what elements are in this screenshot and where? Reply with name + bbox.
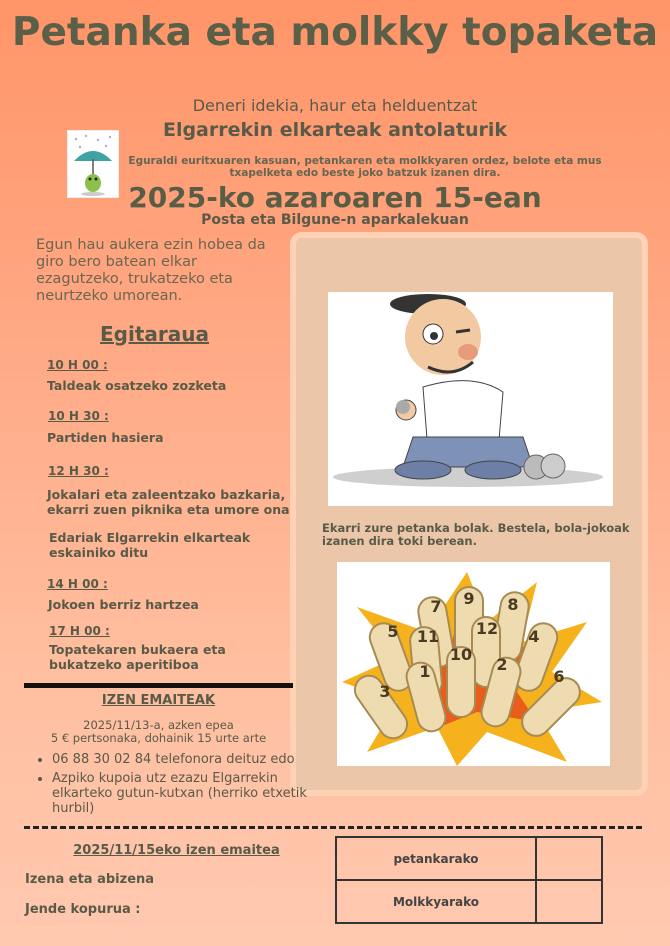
registration-price: 5 € pertsonaka, dohainik 15 urte arte	[50, 731, 267, 745]
event-place: Posta eta Bilgune-n aparkalekuan	[201, 212, 469, 228]
list-item: • Azpiko kupoia utz ezazu Elgarrekin elkarteko gutun-kutxan (herriko etxetik hurbil)	[52, 771, 314, 816]
program-title: Egitaraua	[100, 322, 209, 346]
count-field-label: Jende kopurua :	[25, 902, 141, 917]
program-time: 10 H 00 :	[47, 358, 108, 372]
page-title: Petanka eta molkky topaketa	[11, 10, 659, 55]
registration-methods	[32, 752, 314, 820]
list-item: • 06 88 30 02 84 telefonora deituz edo	[52, 752, 314, 767]
molkky-pin-number: 9	[463, 589, 475, 608]
program-activity: Jokalari eta zaleentzako bazkaria, ekarri zuen piknika eta umore ona	[47, 487, 290, 517]
molkky-pin-number: 12	[475, 619, 499, 638]
game-choice-table	[335, 836, 603, 924]
registration-title: IZEN EMAITEAK	[101, 693, 216, 708]
program-activity: Jokoen berriz hartzea	[48, 597, 199, 612]
cut-line	[24, 826, 642, 829]
program-time: 14 H 00 :	[47, 577, 108, 591]
registration-info	[24, 719, 293, 745]
section-divider	[24, 683, 293, 688]
organizer-line: Elgarrekin elkarteak antolaturik	[162, 119, 508, 141]
molkky-pin-number: 7	[430, 597, 442, 616]
molkky-pin-number: 11	[416, 627, 440, 646]
coupon-title: 2025/11/15eko izen emaitea	[73, 843, 280, 858]
intro-text: Egun hau aukera ezin hobea da giro bero batean elkar ezagutzeko, trukatzeko eta neurtzeko umorean.	[36, 237, 266, 304]
molkky-pin-number: 2	[496, 655, 508, 674]
bring-balls-note: Ekarri zure petanka bolak. Bestela, bola-jokoak izanen dira toki berean.	[322, 521, 630, 548]
molkky-pin-number: 4	[528, 627, 540, 646]
molkky-pin-number: 1	[419, 662, 431, 681]
molkky-pin-number: 3	[379, 682, 391, 701]
molkky-pin-number: 8	[507, 595, 519, 614]
weather-note: Eguraldi euritxuaren kasuan, petankaren eta molkkyaren ordez, belote eta mus txapelketa edo beste joko batzuk izanen dira.	[128, 155, 602, 179]
name-field-label: Izena eta abizena	[25, 872, 155, 887]
page-subtitle: Deneri idekia, haur eta helduentzat	[192, 96, 478, 115]
molkky-checkbox[interactable]	[536, 880, 602, 923]
molkky-pin-number: 6	[553, 667, 565, 686]
program-activity: Topatekaren bukaera eta bukatzeko aperitiboa	[49, 642, 226, 672]
program-time: 10 H 30 :	[48, 409, 109, 423]
program-activity-extra: Edariak Elgarrekin elkarteak eskainiko ditu	[49, 530, 251, 560]
registration-deadline: 2025/11/13-a, azken epea	[83, 718, 234, 732]
option-label: Molkkyarako	[336, 880, 536, 923]
molkky-pin-number: 10	[449, 645, 473, 664]
option-label: petankarako	[336, 837, 536, 880]
program-time: 12 H 30 :	[48, 464, 109, 478]
petanque-checkbox[interactable]	[536, 837, 602, 880]
program-activity: Partiden hasiera	[47, 430, 164, 445]
molkky-pin-number: 5	[387, 622, 399, 641]
petanque-player-image	[328, 292, 613, 506]
program-time: 17 H 00 :	[49, 624, 110, 638]
molkky-pins-image	[337, 562, 610, 766]
program-activity: Taldeak osatzeko zozketa	[47, 378, 227, 393]
event-date: 2025-ko azaroaren 15-ean	[128, 181, 542, 214]
